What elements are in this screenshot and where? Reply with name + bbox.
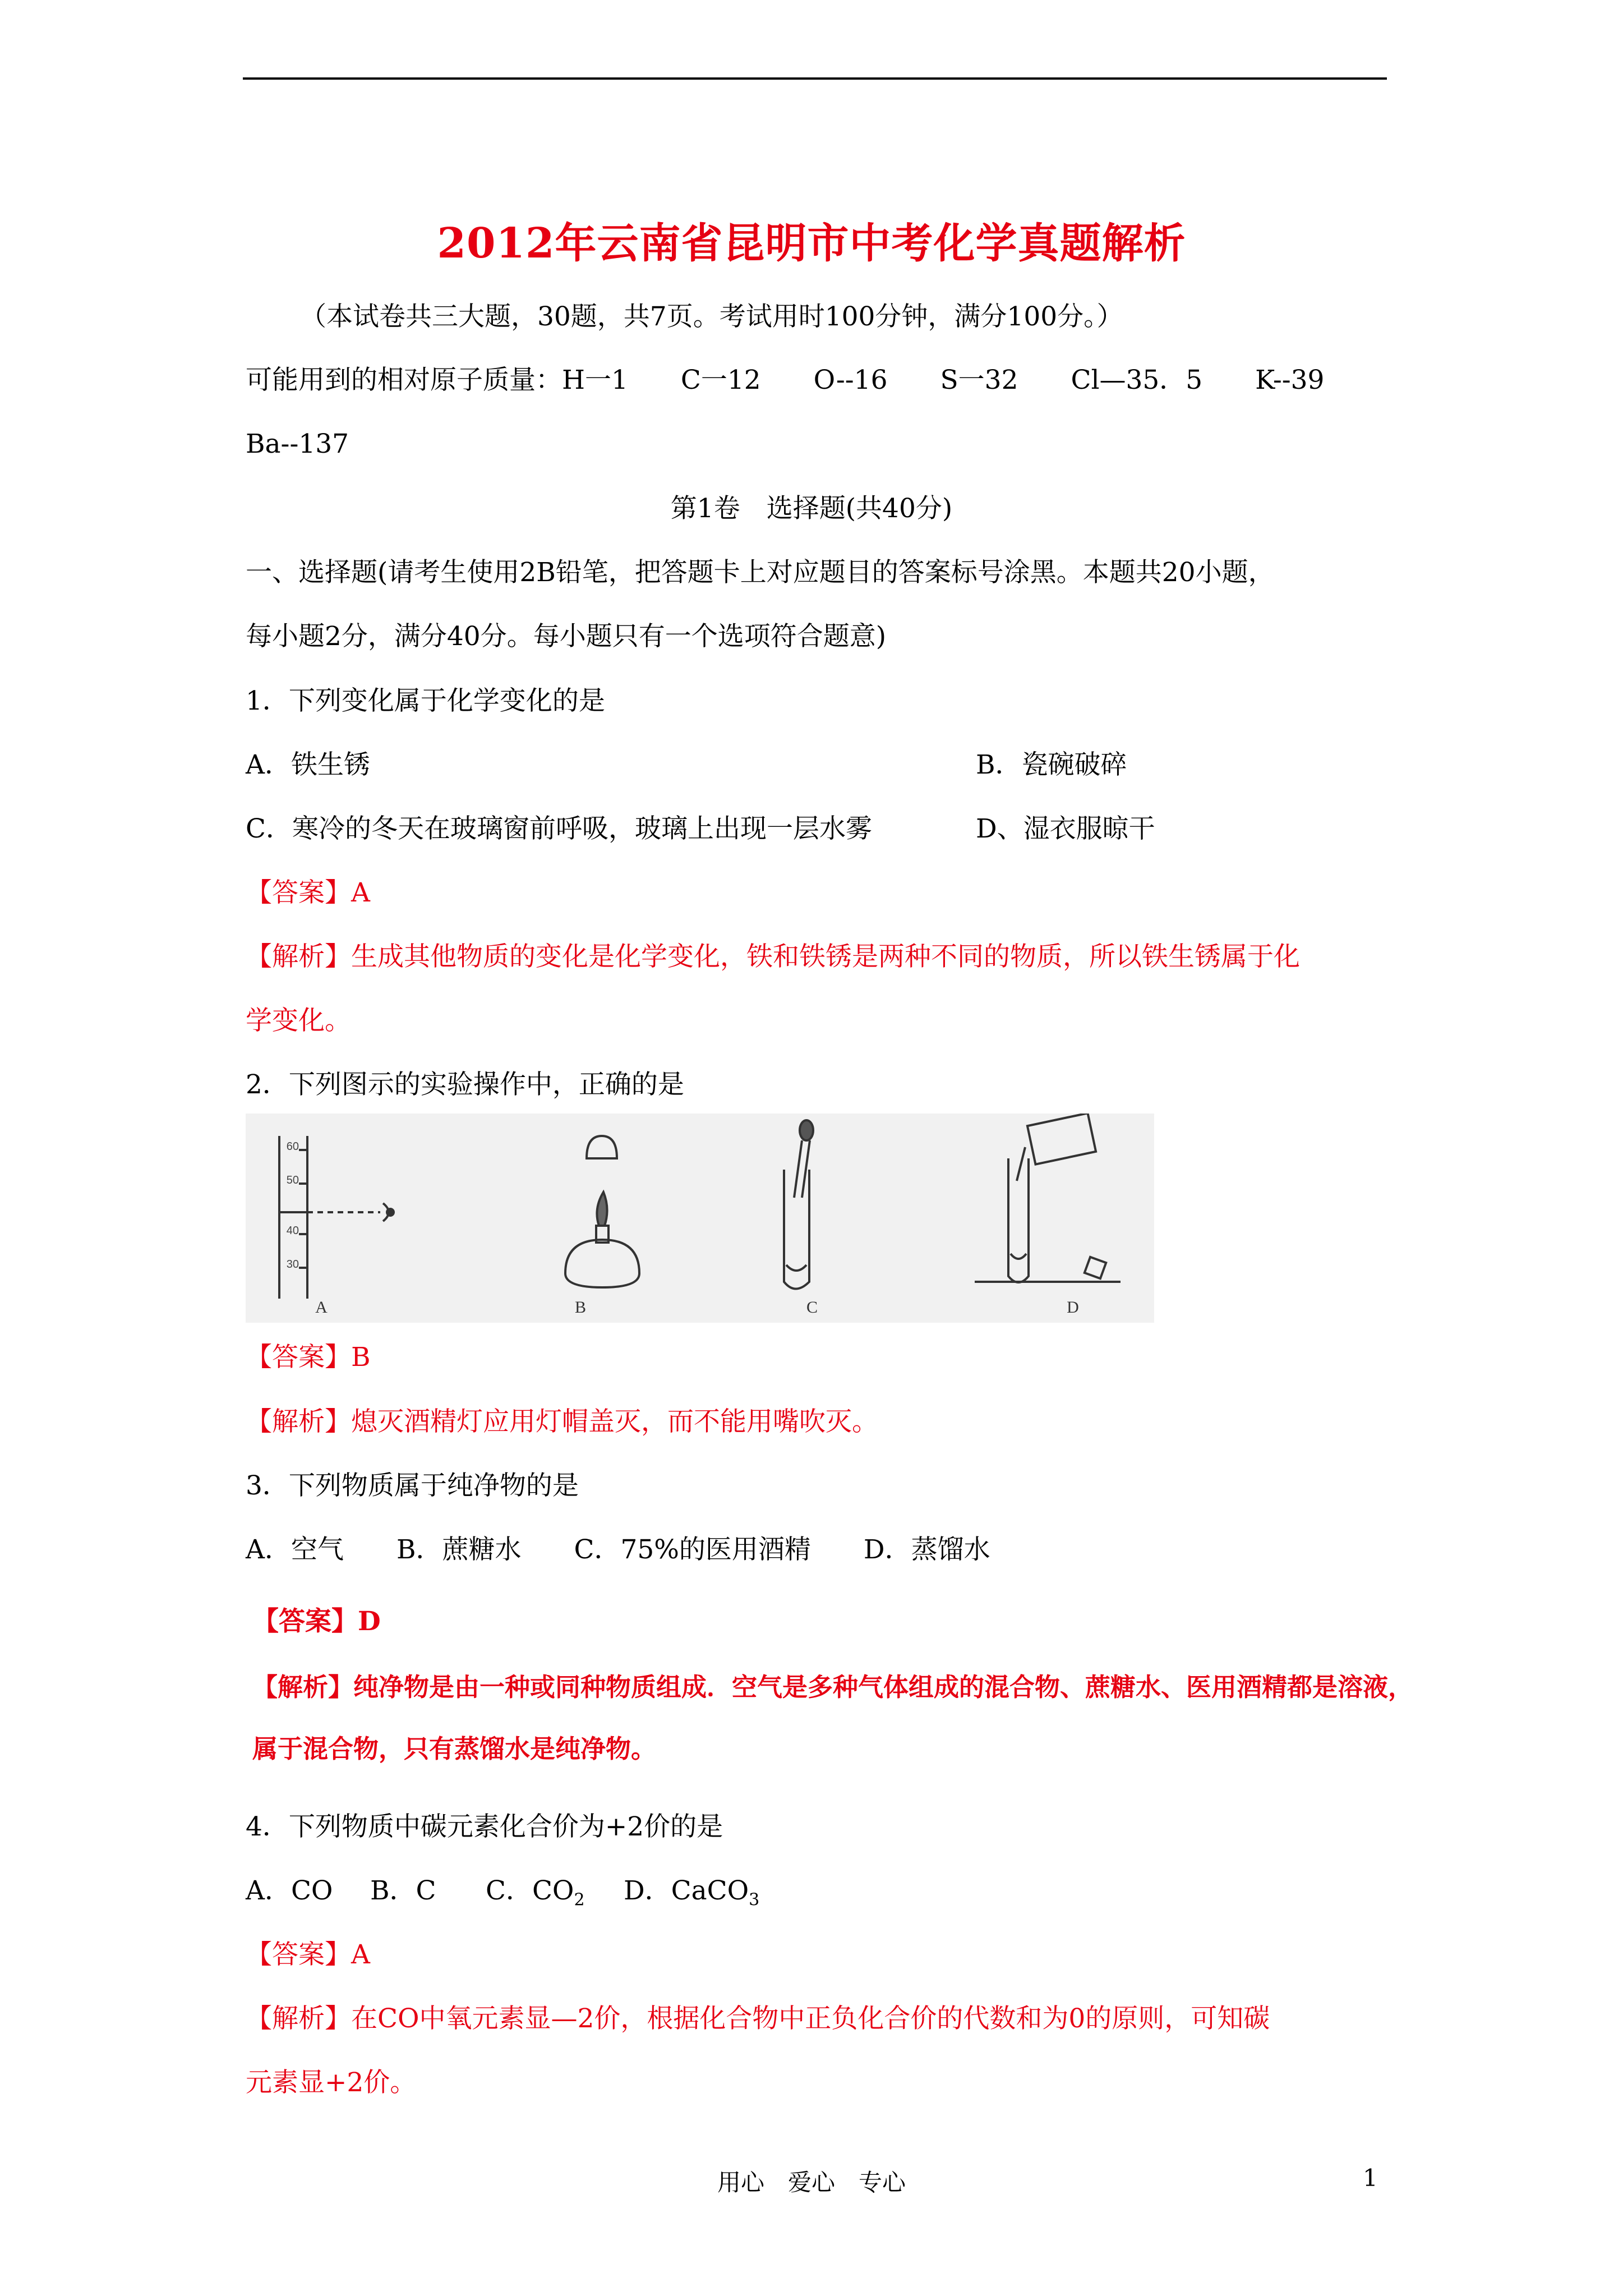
page-title: 2012年云南省昆明市中考化学真题解析	[437, 219, 1186, 268]
q3-stem: 3．下列物质属于纯净物的是	[246, 1470, 579, 1501]
q2-stem: 2．下列图示的实验操作中，正确的是	[246, 1069, 684, 1100]
q3-analysis-line1: 【解析】纯净物是由一种或同种物质组成．空气是多种气体组成的混合物、蔗糖水、医用酒精都是溶液，	[252, 1672, 1414, 1702]
figure-c-test-tube	[784, 1120, 813, 1289]
q4-option-a: A．CO	[246, 1875, 333, 1906]
instructions-line2: 每小题2分，满分40分。每小题只有一个选项符合题意)	[246, 621, 887, 652]
q4-analysis-line1: 【解析】在CO中氧元素显—2价，根据化合物中正负化合价的代数和为0的原则，可知碳	[246, 2003, 1270, 2034]
q3-answer: 【答案】D	[252, 1606, 381, 1637]
q2-analysis: 【解析】熄灭酒精灯应用灯帽盖灭，而不能用嘴吹灭。	[246, 1406, 878, 1437]
figure-label-c: C	[806, 1298, 818, 1317]
figure-b-alcohol-lamp	[565, 1136, 639, 1287]
q3-options: A．空气 B．蔗糖水 C．75%的医用酒精 D．蒸馏水	[246, 1534, 990, 1565]
lab-operations-figure	[246, 1114, 1154, 1323]
q4-option-d: D．CaCO$_3$	[624, 1875, 760, 1910]
q3-analysis-line2: 属于混合物，只有蒸馏水是纯净物。	[252, 1734, 657, 1764]
q2-answer: 【答案】B	[246, 1342, 371, 1373]
section-title: 第1卷 选择题(共40分)	[670, 493, 953, 524]
atomic-masses-line1: 可能用到的相对原子质量：H一1 C一12 O--16 S一32 Cl—35．5 K--39	[246, 365, 1325, 395]
q4-analysis-line2: 元素显+2价。	[246, 2067, 417, 2098]
q1-option-c: C．寒冷的冬天在玻璃窗前呼吸，玻璃上出现一层水雾	[246, 813, 872, 844]
cylinder-tick-50: 50	[286, 1174, 299, 1186]
page-footer: 用心 爱心 专心	[717, 2169, 906, 2196]
q4-option-b: B．C	[370, 1875, 436, 1906]
instructions-line1: 一、选择题(请考生使用2B铅笔，把答题卡上对应题目的答案标号涂黑。本题共20小题，	[246, 557, 1275, 588]
header-rule	[243, 77, 1387, 80]
q4-stem: 4．下列物质中碳元素化合价为+2价的是	[246, 1811, 723, 1842]
q1-analysis-line1: 【解析】生成其他物质的变化是化学变化，铁和铁锈是两种不同的物质，所以铁生锈属于化	[246, 941, 1300, 972]
atomic-masses-line2: Ba--137	[246, 429, 349, 459]
figure-label-d: D	[1067, 1298, 1079, 1317]
page-number: 1	[1363, 2164, 1378, 2192]
cylinder-tick-40: 40	[286, 1225, 299, 1237]
q1-stem: 1．下列变化属于化学变化的是	[246, 685, 605, 716]
figure-label-a: A	[315, 1298, 328, 1317]
q4-option-c: C．$CO_2$	[486, 1875, 585, 1910]
q1-option-d: D、湿衣服晾干	[976, 813, 1155, 844]
exam-intro: （本试卷共三大题，30题，共7页。考试用时100分钟，满分100分。）	[300, 301, 1123, 332]
figure-label-b: B	[574, 1298, 587, 1317]
cylinder-tick-30: 30	[286, 1258, 299, 1271]
q1-option-b: B．瓷碗破碎	[976, 749, 1127, 780]
q1-analysis-line2: 学变化。	[246, 1005, 351, 1036]
cylinder-tick-60: 60	[286, 1140, 299, 1153]
q1-option-a: A．铁生锈	[246, 749, 370, 780]
figure-d-pouring	[975, 1114, 1121, 1282]
q1-answer: 【答案】A	[246, 877, 370, 908]
figure-a-cylinder	[279, 1136, 394, 1299]
q4-answer: 【答案】A	[246, 1939, 370, 1970]
